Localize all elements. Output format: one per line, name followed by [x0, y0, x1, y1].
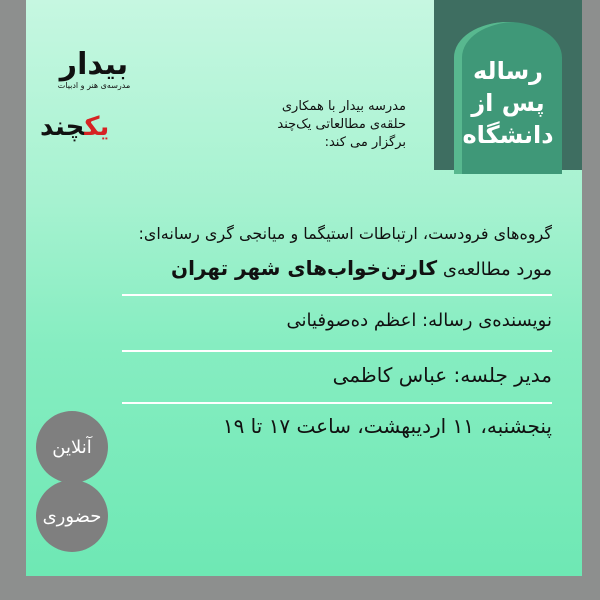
intro-line-1: مدرسه بیدار با همکاری	[281, 99, 406, 114]
book-cover-graphic	[434, 0, 582, 170]
thesis-case	[82, 256, 552, 280]
in-person-badge-label: حضوری	[42, 505, 102, 527]
divider	[122, 402, 552, 404]
intro-line-2: حلقه‌ی مطالعاتی یک‌چند	[277, 117, 406, 132]
book-title-line-1: رساله	[473, 57, 543, 85]
event-poster	[26, 0, 582, 576]
online-badge-label: آنلاین	[52, 436, 92, 458]
divider	[122, 350, 552, 352]
case-prefix: مورد مطالعه‌ی	[442, 259, 552, 280]
divider	[122, 294, 552, 296]
in-person-badge	[36, 480, 108, 552]
book-title-line-3: دانشگاه	[462, 121, 554, 149]
bidar-logo-text: بیدار	[59, 47, 129, 82]
book-title-line-2: پس از	[471, 89, 545, 117]
moderator-line: مدیر جلسه: عباس کاظمی	[332, 363, 552, 387]
intro-text	[186, 98, 406, 152]
yekchand-logo	[40, 112, 109, 142]
bidar-logo	[44, 47, 144, 92]
bidar-logo-subtitle: مدرسه‌ی هنر و ادبیات	[57, 81, 131, 90]
case-title: کارتن‌خواب‌های شهر تهران	[171, 256, 438, 280]
yekchand-logo-black: چند	[40, 112, 85, 142]
book-title	[458, 55, 558, 151]
yekchand-logo-red: یک	[84, 112, 110, 142]
intro-line-3: برگزار می کند:	[324, 135, 406, 150]
thesis-topic: گروه‌های فرودست، ارتباطات استیگما و میانجی گری رسانه‌ای:	[138, 224, 552, 243]
online-badge	[36, 411, 108, 483]
date-line: پنجشنبه، ۱۱ اردیبهشت، ساعت ۱۷ تا ۱۹	[222, 414, 552, 438]
author-line: نویسنده‌ی رساله: اعظم ده‌صوفیانی	[286, 310, 552, 331]
